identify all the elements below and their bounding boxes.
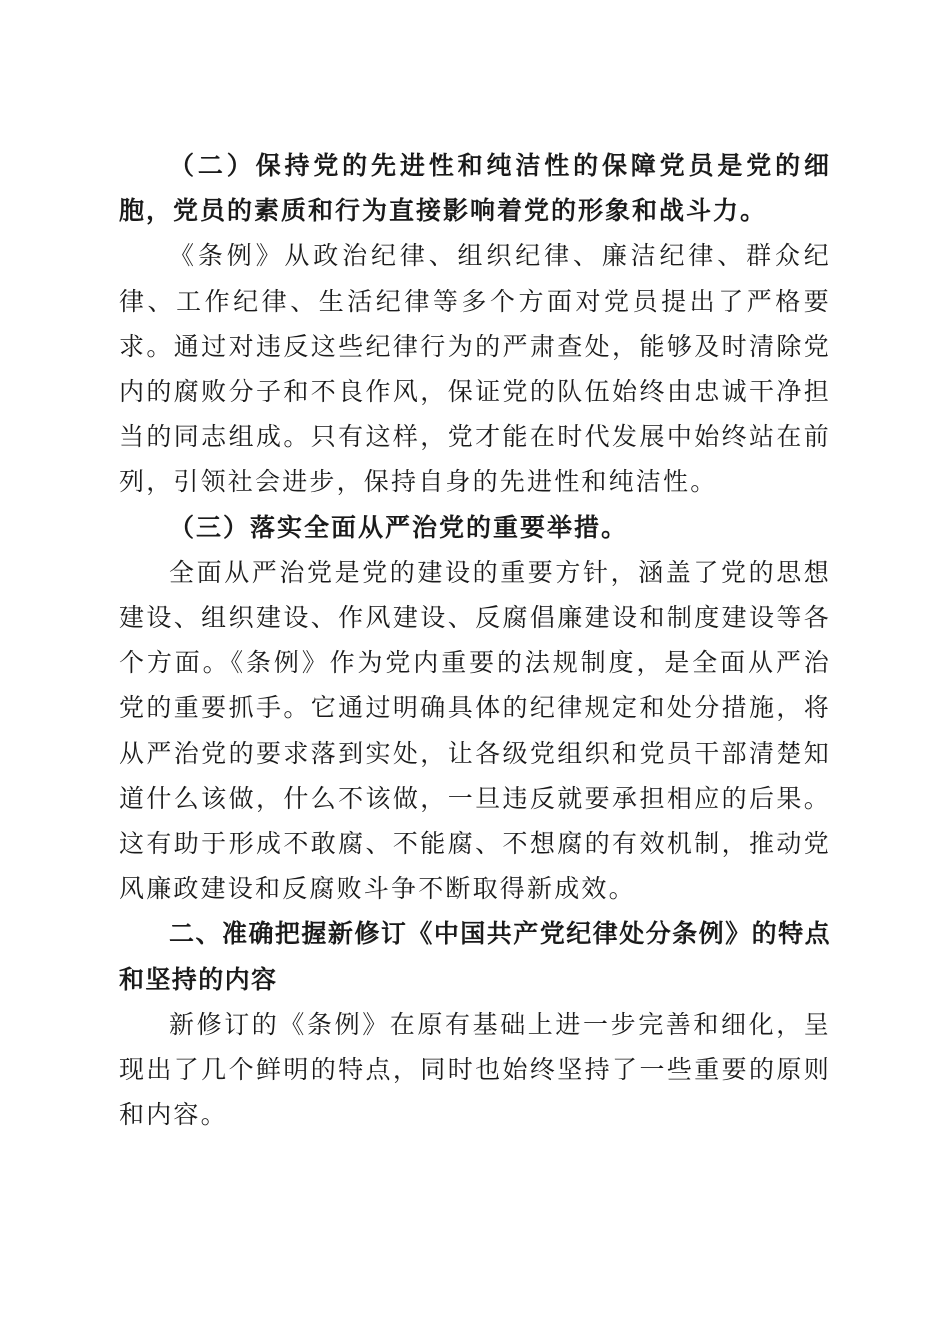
- document-body: [119, 143, 831, 1137]
- paragraph-4: 新修订的《条例》在原有基础上进一步完善和细化，呈现出了几个鲜明的特点，同时也始终坚持了一些重要的原则和内容。: [119, 1009, 831, 1130]
- paragraph-3: 全面从严治党是党的建设的重要方针，涵盖了党的思想建设、组织建设、作风建设、反腐倡廉建设和制度建设等各个方面。《条例》作为党内重要的法规制度，是全面从严治党的重要抓手。它通过明确具体的纪律规定和处分措施，将从严治党的要求落到实处，让各级党组织和党员干部清楚知道什么该做，什么不该做，一旦违反就要承担相应的后果。这有助于形成不敢腐、不能腐、不想腐的有效机制，推动党风廉政建设和反腐败斗争不断取得新成效。: [119, 557, 831, 904]
- sub-heading-2: （二）保持党的先进性和纯洁性的保障党员是党的细胞，党员的素质和行为直接影响着党的形象和战斗力。: [119, 151, 831, 226]
- section-heading-2: 二、准确把握新修订《中国共产党纪律处分条例》的特点和坚持的内容: [119, 919, 831, 994]
- paragraph-2: 《条例》从政治纪律、组织纪律、廉洁纪律、群众纪律、工作纪律、生活纪律等多个方面对党员提出了严格要求。通过对违反这些纪律行为的严肃查处，能够及时清除党内的腐败分子和不良作风，保证党的队伍始终由忠诚干净担当的同志组成。只有这样，党才能在时代发展中始终站在前列，引领社会进步，保持自身的先进性和纯洁性。: [119, 241, 831, 497]
- sub-heading-3: （三）落实全面从严治党的重要举措。: [169, 512, 629, 542]
